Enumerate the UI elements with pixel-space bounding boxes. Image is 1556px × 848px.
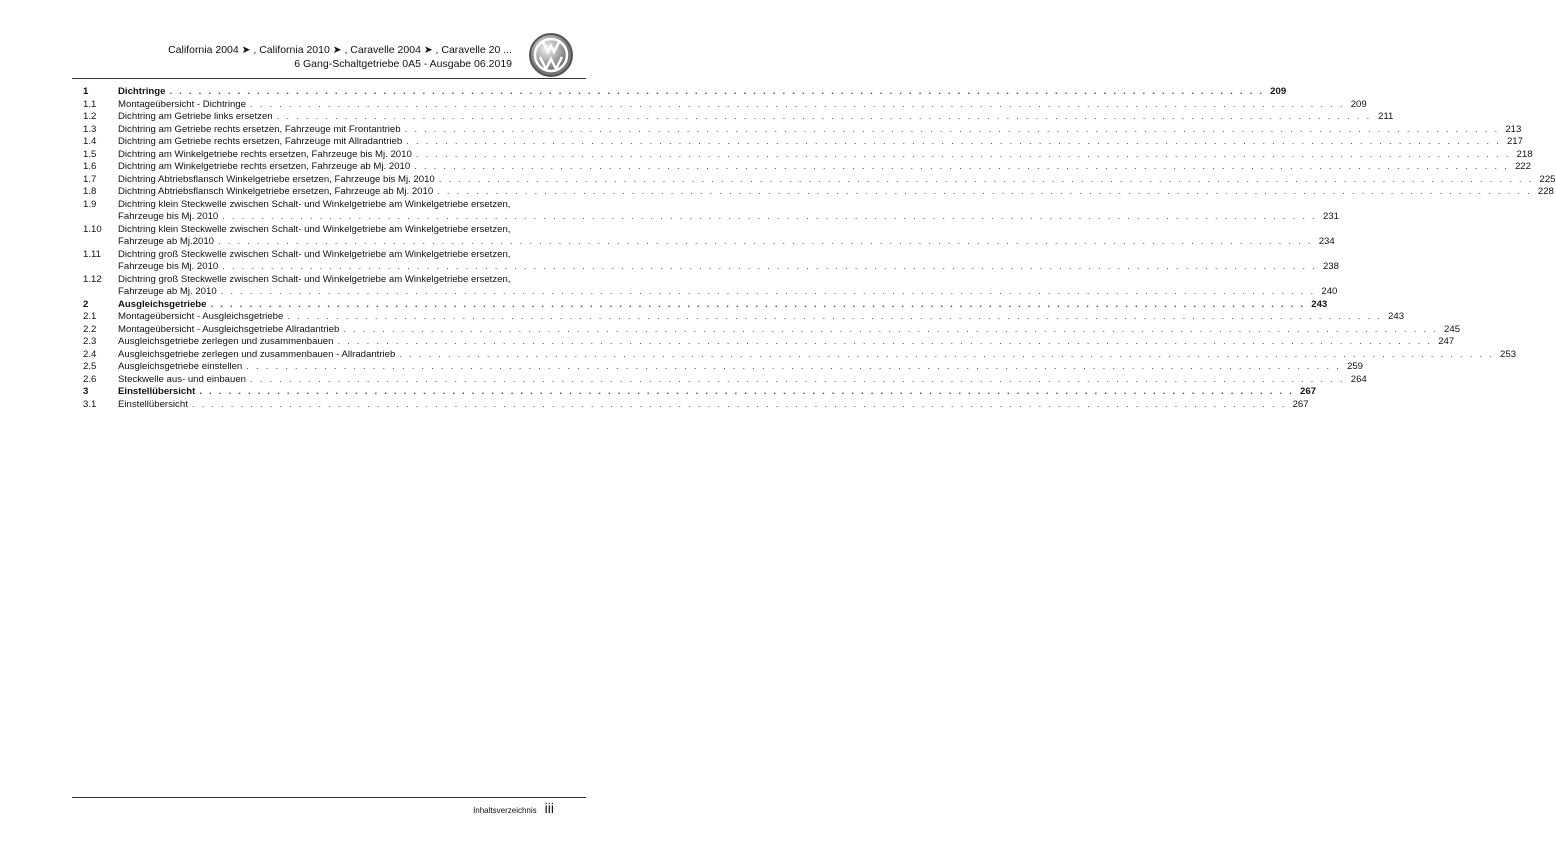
toc-number: 2.4 xyxy=(83,348,97,360)
header-subtitle: 6 Gang-Schaltgetriebe 0A5 - Ausgabe 06.2019 xyxy=(294,58,512,70)
leader-dots xyxy=(343,324,1438,337)
table-of-contents xyxy=(83,86,1556,411)
toc-entry[interactable] xyxy=(83,311,1405,324)
leader-dots xyxy=(250,99,1345,112)
toc-title: Dichtring am Getriebe links ersetzen xyxy=(118,111,273,122)
toc-number: 2.3 xyxy=(83,336,97,347)
toc-entry[interactable] xyxy=(83,323,1461,337)
toc-entry[interactable] xyxy=(83,361,1363,374)
toc-entry[interactable] xyxy=(83,348,1517,362)
toc-title: Dichtring groß Steckwelle zwischen Schalt- und Winkelgetriebe am Winkelgetriebe ersetzen, xyxy=(118,273,511,285)
leader-dots xyxy=(287,311,1382,324)
vw-logo-icon xyxy=(521,32,581,78)
toc-title: Montageübersicht - Ausgleichsgetriebe xyxy=(118,311,284,322)
toc-number: 1 xyxy=(83,86,89,97)
footer xyxy=(473,800,554,816)
toc-number: 2.6 xyxy=(83,373,97,385)
toc-entry[interactable] xyxy=(83,373,1367,387)
toc-entry[interactable] xyxy=(83,273,1338,299)
toc-entry[interactable] xyxy=(83,98,1367,112)
toc-entry[interactable] xyxy=(83,223,1335,249)
toc-page: 213 xyxy=(1505,123,1522,135)
toc-title: Dichtring am Winkelgetriebe rechts ersetzen, Fahrzeuge bis Mj. 2010 xyxy=(118,148,412,160)
leader-dots xyxy=(337,336,1432,349)
toc-number: 1.11 xyxy=(83,248,101,260)
toc-title: Ausgleichsgetriebe einstellen xyxy=(118,361,243,372)
toc-title: Dichtringe xyxy=(118,86,166,97)
toc-entry[interactable] xyxy=(83,111,1394,124)
toc-page: 231 xyxy=(1322,211,1339,222)
toc-page: 264 xyxy=(1350,373,1367,385)
toc-page: 234 xyxy=(1318,236,1335,247)
toc-entry[interactable] xyxy=(83,173,1556,187)
toc-title: Fahrzeuge bis Mj. 2010 xyxy=(118,211,219,222)
toc-page: 253 xyxy=(1500,348,1517,360)
toc-title: Fahrzeuge ab Mj. 2010 xyxy=(118,286,217,297)
toc-page: 238 xyxy=(1322,261,1339,272)
toc-entry[interactable] xyxy=(83,186,1554,199)
toc-number: 2.2 xyxy=(83,323,97,335)
toc-page: 225 xyxy=(1539,173,1556,185)
leader-dots xyxy=(169,86,1264,99)
toc-page: 222 xyxy=(1514,161,1531,172)
toc-entry[interactable] xyxy=(83,386,1317,399)
leader-dots xyxy=(437,186,1532,199)
toc-number: 1.1 xyxy=(83,98,97,110)
toc-page: 211 xyxy=(1378,111,1394,122)
toc-title: Ausgleichsgetriebe zerlegen und zusammenbauen - Allradantrieb xyxy=(118,348,396,360)
toc-page: 267 xyxy=(1300,386,1317,397)
toc-title: Einstellübersicht xyxy=(118,398,188,410)
toc-title: Fahrzeuge bis Mj. 2010 xyxy=(118,261,219,272)
toc-entry[interactable] xyxy=(83,198,1339,224)
toc-page: 259 xyxy=(1346,361,1363,372)
toc-entry[interactable] xyxy=(83,398,1309,412)
toc-page: 245 xyxy=(1444,323,1461,335)
toc-number: 2 xyxy=(83,298,89,310)
toc-title: Steckwelle aus- und einbauen xyxy=(118,373,247,385)
toc-page: 209 xyxy=(1270,86,1287,97)
toc-number: 1.12 xyxy=(83,273,102,285)
leader-dots xyxy=(222,211,1317,224)
toc-title: Dichtring am Getriebe rechts ersetzen, Fahrzeuge mit Frontantrieb xyxy=(118,123,401,135)
toc-number: 1.5 xyxy=(83,148,97,160)
toc-entry[interactable] xyxy=(83,336,1455,349)
leader-dots xyxy=(406,136,1501,149)
toc-entry[interactable] xyxy=(83,161,1531,174)
toc-title: Dichtring groß Steckwelle zwischen Schalt- und Winkelgetriebe am Winkelgetriebe ersetzen, xyxy=(118,248,511,260)
toc-number: 1.8 xyxy=(83,186,97,197)
toc-title: Montageübersicht - Dichtringe xyxy=(118,98,246,110)
leader-dots xyxy=(199,386,1294,399)
header-rule xyxy=(72,78,586,79)
toc-number: 1.3 xyxy=(83,123,97,135)
toc-title: Dichtring Abtriebsflansch Winkelgetriebe ersetzen, Fahrzeuge ab Mj. 2010 xyxy=(118,186,434,197)
leader-dots xyxy=(405,124,1500,137)
toc-title: Dichtring klein Steckwelle zwischen Schalt- und Winkelgetriebe am Winkelgetriebe ersetzen, xyxy=(118,223,511,235)
toc-title: Dichtring am Winkelgetriebe rechts ersetzen, Fahrzeuge ab Mj. 2010 xyxy=(118,161,411,172)
leader-dots xyxy=(414,161,1509,174)
toc-number: 1.4 xyxy=(83,136,97,147)
leader-dots xyxy=(218,236,1313,249)
toc-page: 217 xyxy=(1506,136,1523,147)
toc-entry[interactable] xyxy=(83,123,1522,137)
leader-dots xyxy=(211,299,1306,312)
toc-page: 209 xyxy=(1350,98,1367,110)
leader-dots xyxy=(439,174,1534,187)
toc-number: 2.5 xyxy=(83,361,97,372)
leader-dots xyxy=(277,111,1372,124)
toc-title: Dichtring klein Steckwelle zwischen Schalt- und Winkelgetriebe am Winkelgetriebe ersetzen, xyxy=(118,198,511,210)
toc-title: Montageübersicht - Ausgleichsgetriebe Allradantrieb xyxy=(118,323,340,335)
toc-entry[interactable] xyxy=(83,298,1328,312)
toc-entry[interactable] xyxy=(83,136,1523,149)
toc-page: 228 xyxy=(1537,186,1554,197)
toc-title: Ausgleichsgetriebe zerlegen und zusammenbauen xyxy=(118,336,334,347)
toc-title: Ausgleichsgetriebe xyxy=(118,298,207,310)
toc-page: 243 xyxy=(1311,298,1328,310)
toc-number: 1.6 xyxy=(83,161,97,172)
toc-page: 247 xyxy=(1438,336,1455,347)
toc-entry[interactable] xyxy=(83,248,1339,274)
leader-dots xyxy=(399,349,1494,362)
toc-title: Dichtring Abtriebsflansch Winkelgetriebe ersetzen, Fahrzeuge bis Mj. 2010 xyxy=(118,173,435,185)
toc-number: 1.9 xyxy=(83,198,97,210)
toc-number: 1.10 xyxy=(83,223,102,235)
leader-dots xyxy=(416,149,1511,162)
toc-number: 3 xyxy=(83,386,89,397)
toc-title: Fahrzeuge ab Mj.2010 xyxy=(118,236,214,247)
header-models: California 2004 ➤ , California 2010 ➤ , Caravelle 2004 ➤ , Caravelle 20 ... xyxy=(168,44,512,56)
footer-rule xyxy=(72,797,586,798)
toc-number: 2.1 xyxy=(83,311,97,322)
leader-dots xyxy=(222,261,1317,274)
leader-dots xyxy=(246,361,1341,374)
toc-page: 243 xyxy=(1388,311,1405,322)
toc-entry[interactable] xyxy=(83,86,1287,99)
leader-dots xyxy=(250,374,1345,387)
footer-section: Inhaltsverzeichnis xyxy=(473,806,537,815)
leader-dots xyxy=(221,286,1316,299)
leader-dots xyxy=(192,399,1287,412)
toc-number: 1.7 xyxy=(83,173,97,185)
toc-number: 3.1 xyxy=(83,398,97,410)
toc-number: 1.2 xyxy=(83,111,97,122)
toc-page: 267 xyxy=(1292,398,1309,410)
toc-page: 218 xyxy=(1516,148,1533,160)
footer-page-number: iii xyxy=(544,800,554,816)
toc-entry[interactable] xyxy=(83,148,1533,162)
toc-title: Einstellübersicht xyxy=(118,386,196,397)
toc-title: Dichtring am Getriebe rechts ersetzen, Fahrzeuge mit Allradantrieb xyxy=(118,136,403,147)
toc-page: 240 xyxy=(1321,286,1338,297)
